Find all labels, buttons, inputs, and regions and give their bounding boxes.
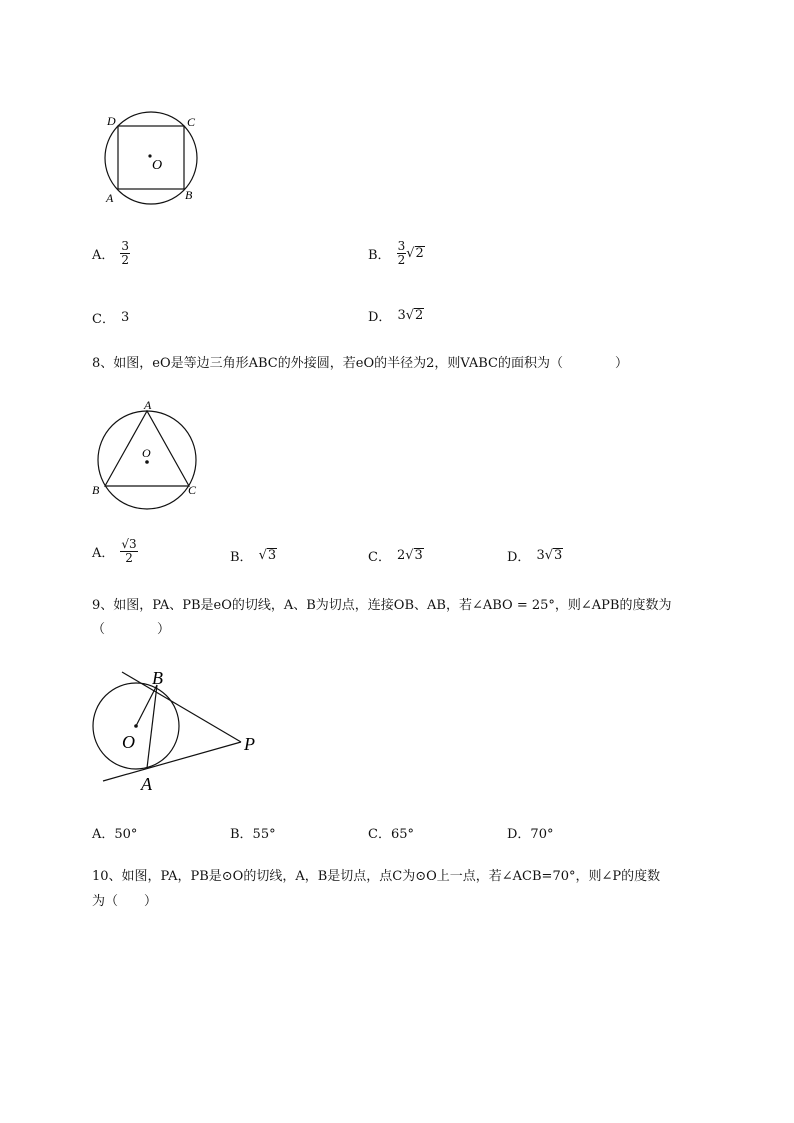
circle-o (98, 411, 196, 509)
option-label: B． (368, 248, 391, 263)
numerator: 3 (397, 239, 406, 253)
option-label: B． (230, 550, 253, 565)
label-b: B (185, 188, 193, 202)
coefficient: 2 (396, 548, 406, 563)
coefficient: 3 (536, 548, 545, 563)
option-label: A． (92, 546, 115, 561)
label-o: O (122, 732, 135, 752)
option-label: A． (92, 248, 115, 263)
radicand: 2 (415, 308, 424, 323)
label-c: C (188, 483, 197, 497)
label-a: A (106, 191, 114, 205)
center-point (134, 724, 138, 728)
q7-option-a[interactable] (92, 240, 130, 267)
segment-ob (136, 685, 157, 726)
numerator: √3 (121, 537, 137, 551)
radicand: 3 (554, 548, 563, 563)
square-root (405, 548, 424, 563)
label-p: P (244, 734, 255, 754)
label-o: O (142, 446, 151, 460)
coefficient: 3 (397, 308, 406, 323)
square-root (545, 548, 564, 563)
center-point (145, 460, 149, 464)
option-label: C． (368, 550, 391, 565)
fraction (120, 240, 130, 267)
numerator: 3 (121, 239, 130, 253)
q8-stem: 8、如图，eO是等边三角形ABC的外接圆，若eO的半径为2，则VABC的面积为（ ） (92, 356, 629, 371)
q9-option-d[interactable]: D．70° (507, 827, 554, 842)
square-root (406, 246, 425, 261)
q7-option-d[interactable] (368, 306, 424, 325)
square-abcd (118, 126, 184, 189)
q9-stem-line1: 9、如图，PA、PB是eO的切线，A、B为切点，连接OB、AB，若∠ABO = 25°，则∠APB的度数为 (92, 598, 672, 613)
label-b: B (152, 668, 163, 688)
q9-stem-line2: （ ） (92, 622, 171, 637)
option-value: 3 (120, 310, 130, 325)
segment-ab (147, 685, 157, 768)
square-root (259, 548, 278, 563)
label-b: B (92, 483, 100, 497)
denominator: 2 (125, 551, 133, 565)
label-d: D (107, 114, 116, 128)
q9-option-c[interactable]: C．65° (368, 827, 414, 842)
radical-sign: √ (544, 548, 554, 563)
fraction (120, 538, 137, 565)
label-o: O (152, 158, 163, 173)
square-root (406, 308, 425, 323)
radical-sign: √ (406, 246, 415, 261)
radicand: 2 (415, 246, 424, 261)
q8-option-c[interactable] (368, 546, 424, 565)
label-a: A (144, 398, 152, 412)
radical-sign: √ (258, 548, 267, 563)
figure-q8-triangle-in-circle (88, 398, 208, 514)
radicand: 3 (414, 548, 423, 563)
label-a: A (141, 774, 152, 794)
q9-option-b[interactable]: B．55° (230, 827, 276, 842)
radical-sign: √ (405, 548, 414, 563)
tangent-pb (122, 672, 241, 742)
q8-option-a[interactable] (92, 538, 138, 565)
denominator: 2 (121, 253, 130, 267)
fraction (397, 240, 407, 267)
q7-option-b[interactable] (368, 240, 425, 267)
option-label: C． (92, 312, 115, 327)
figure-q7-square-in-circle (100, 108, 210, 208)
figure-q9-tangents (88, 664, 278, 798)
q8-option-d[interactable] (507, 546, 563, 565)
denominator: 2 (397, 253, 406, 267)
label-c: C (187, 115, 196, 129)
q7-option-c[interactable] (92, 308, 129, 327)
option-label: D． (507, 550, 531, 565)
radical-sign: √ (405, 308, 415, 323)
q10-stem-line2: 为（ ） (92, 894, 158, 909)
option-label: D． (368, 310, 392, 325)
radicand: 3 (267, 548, 277, 563)
q9-option-a[interactable]: A．50° (92, 827, 138, 842)
q8-option-b[interactable] (230, 546, 277, 565)
q10-stem-line1: 10、如图，PA，PB是⊙O的切线，A，B是切点，点C为⊙O上一点，若∠ACB=70°，则∠P的度数 (92, 869, 661, 884)
